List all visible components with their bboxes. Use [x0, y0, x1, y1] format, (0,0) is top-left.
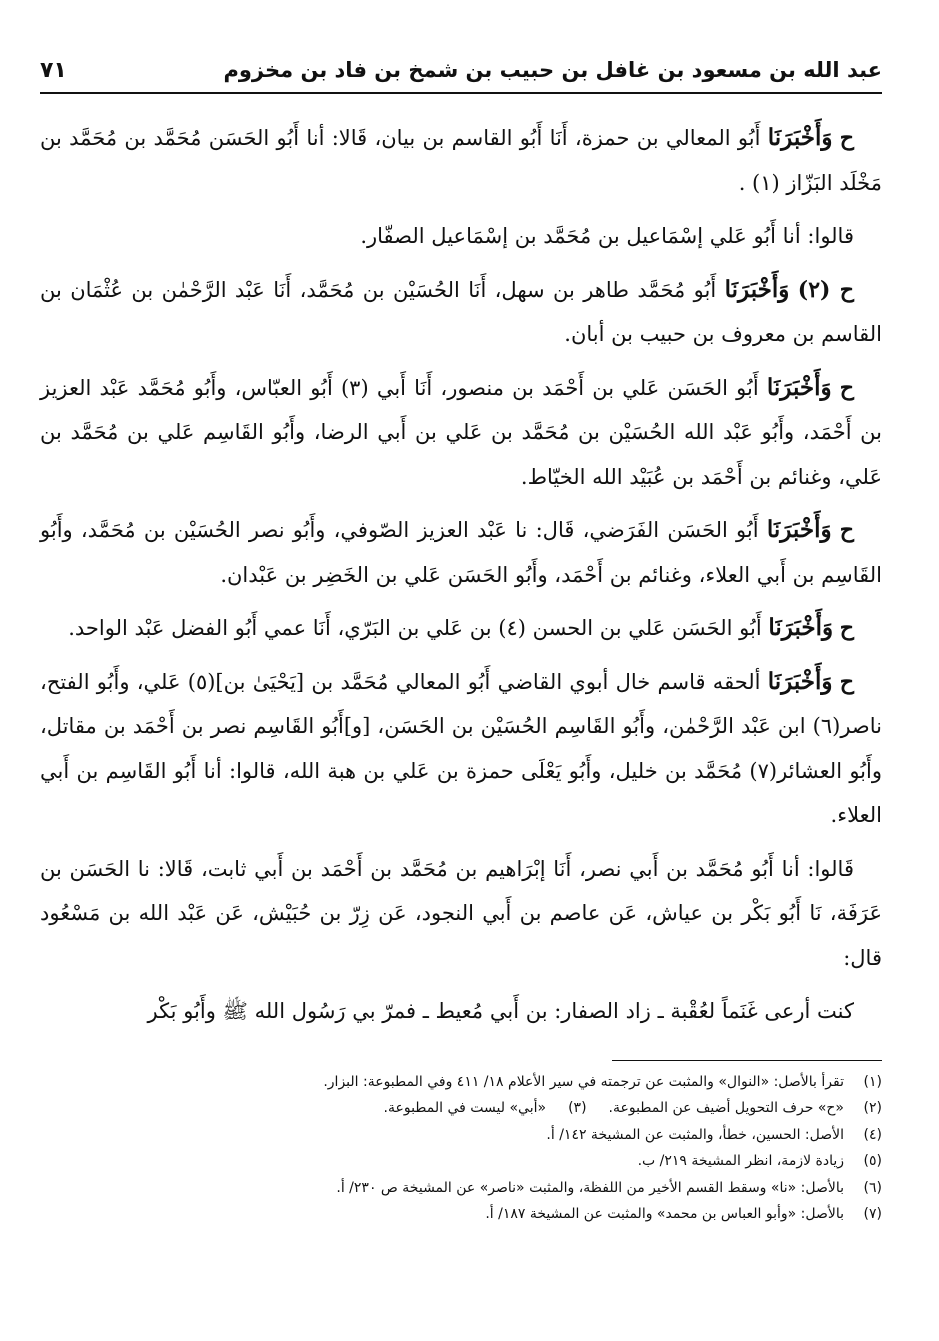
paragraph-1 — [40, 116, 882, 205]
paragraph-text: أَبُو المعالي بن حمزة، أَنَا أَبُو القاسم بن بيان، قَالا: أنا أَبُو الحَسَن مُحَمَّد بن مُحَمَّد بن مَخْلَد البَزّاز (١) . — [40, 126, 882, 195]
paragraph-9 — [40, 989, 882, 1034]
paragraph-text: أَبُو مُحَمَّد طاهر بن سهل، أَنَا الحُسَيْن بن مُحَمَّد، أَنَا عَبْد الرَّحْمٰن بن عُثْمَان بن القاسم بن معروف بن حبيب بن أبان. — [40, 277, 882, 346]
body-text — [40, 116, 882, 1034]
footnote-text: زيادة لازمة، انظر المشيخة ٢١٩/ ب. — [637, 1153, 844, 1169]
lead-word: وَأَخْبَرَنَا — [768, 614, 834, 641]
lead-word: وَأَخْبَرَنَا — [766, 516, 832, 543]
footnote-text: تقرأ بالأصل: «النوال» والمثبت عن ترجمته في سير الأعلام ١٨/ ٤١١ وفي المطبوعة: البزار. — [323, 1073, 844, 1090]
footnote-number: (٢) — [863, 1100, 882, 1116]
paragraph-text: كنت أرعى غَنَماً لعُقْبة ـ زاد الصفار: بن أَبي مُعيط ـ فمرّ بي رَسُول الله ﷺ وأَبُو بَكْر — [147, 999, 854, 1023]
paragraph-3 — [40, 268, 882, 357]
tahwil-marker: ح — [839, 374, 854, 401]
paragraph-text: أَبُو الحَسَن الفَرَضي، قَال: نا عَبْد العزيز الصّوفي، وأَبُو نصر الحُسَيْن بن مُحَمَّد، وأَبُو القَاسِم بن أَبي العلاء، وغنائم بن أَحْمَد، وأَبُو الحَسَن عَلي بن الخَضِر بن عَبْدان. — [40, 518, 882, 587]
tahwil-marker: ح (٢) — [797, 276, 854, 303]
footnote-text: «أبي» ليست في المطبوعة. — [383, 1100, 547, 1116]
paragraph-text: أَبُو الحَسَن عَلي بن الحسن (٤) بن عَلي بن البَرّي، أَنَا عمي أَبُو الفضل عَبْد الواحد. — [68, 616, 762, 640]
footnote-gap — [587, 1095, 609, 1122]
tahwil-marker: ح — [839, 668, 854, 695]
lead-word: وَأَخْبَرَنَا — [766, 373, 832, 401]
book-page — [40, 52, 882, 1228]
lead-word: وَأَخْبَرَنَا — [767, 667, 833, 695]
lead-word: وَأَخْبَرَنَا — [767, 124, 833, 151]
footnote-divider — [612, 1060, 882, 1061]
paragraph-7 — [40, 660, 882, 838]
footnote-number: (٣) — [568, 1100, 587, 1116]
footnote-number: (٧) — [863, 1206, 882, 1222]
tahwil-marker: ح — [839, 125, 854, 151]
lead-word: وَأَخْبَرَنَا — [724, 275, 790, 303]
page-number: ٧١ — [40, 58, 67, 83]
tahwil-marker: ح — [839, 615, 854, 641]
footnote-number: (٥) — [863, 1153, 882, 1169]
paragraph-text: ألحقه قاسم خال أبوي القاضي أَبُو المعالي مُحَمَّد بن [يَحْيَىٰ بن](٥) عَلي، وأَبُو الفتح، ناصر(٦) ابن عَبْد الرَّحْمٰن، وأَبُو القَاسِم الحُسَيْن بن الحَسَن، [و]أَبُو القَاسِم نصر بن أَحْمَد بن مقاتل، وأَبُو العشائر(٧) مُحَمَّد بن خليل، وأَبُو يَعْلَى حمزة بن عَلي بن هبة الله، قالوا: أنا أَبُو القَاسِم بن أَبي العلاء. — [40, 669, 883, 827]
footnote-gap — [546, 1095, 568, 1122]
footnote-text: بالأصل: «نا» وسقط القسم الأخير من اللفظة، والمثبت «ناصر» عن المشيخة ص ٢٣٠/ أ. — [336, 1179, 844, 1196]
footnote-text: بالأصل: «وأبو العباس بن محمد» والمثبت عن المشيخة ١٨٧/ أ. — [485, 1206, 844, 1222]
footnotes — [40, 1069, 882, 1228]
paragraph-2 — [40, 214, 882, 259]
footnote-4 — [40, 1122, 882, 1149]
footnote-5 — [40, 1148, 882, 1175]
footnote-text: «ح» حرف التحويل أضيف عن المطبوعة. — [608, 1100, 844, 1116]
paragraph-text: قالوا: أنا أَبُو عَلي إسْمَاعيل بن مُحَمَّد بن إسْمَاعيل الصفّار. — [360, 224, 854, 248]
tahwil-marker: ح — [839, 517, 854, 543]
footnote-number: (١) — [863, 1073, 882, 1090]
running-header — [40, 52, 882, 94]
footnote-text: الأصل: الحسين، خطأ، والمثبت عن المشيخة ١٤٢/ أ. — [546, 1126, 844, 1143]
footnote-2 — [40, 1095, 882, 1122]
paragraph-5 — [40, 508, 882, 597]
footnote-number: (٦) — [863, 1179, 882, 1196]
header-title: عبد الله بن مسعود بن غافل بن حبيب بن شمخ بن فاد بن مخزوم — [223, 58, 882, 82]
footnote-7 — [40, 1201, 882, 1228]
paragraph-6 — [40, 606, 882, 651]
footnote-1 — [40, 1069, 882, 1096]
paragraph-8 — [40, 847, 882, 981]
footnote-number: (٤) — [863, 1126, 882, 1143]
footnote-6 — [40, 1175, 882, 1202]
paragraph-text: أَبُو الحَسَن عَلي بن أَحْمَد بن منصور، أَنَا أَبي (٣) أَبُو العبّاس، وأَبُو مُحَمَّد عَبْد العزيز بن أَحْمَد، وأَبُو عَبْد الله الحُسَيْن بن مُحَمَّد بن عَلي بن أَبي الرضا، وأَبُو القَاسِم عَلي بن مُحَمَّد بن عَلي، وغنائم بن أَحْمَد بن عُبَيْد الله الخيّاط. — [40, 375, 882, 489]
paragraph-text: قَالوا: أنا أَبُو مُحَمَّد بن أَبي نصر، أَنَا إبْرَاهيم بن مُحَمَّد بن أَحْمَد بن أَبي ثابت، قَالا: نا الحَسَن بن عَرَفَة، نَا أَبُو بَكْر بن عياش، عَن عاصم بن أَبي النجود، عَن زِرّ بن حُبَيْش، عَن عَبْد الله بن مَسْعُود قال: — [40, 856, 882, 970]
paragraph-4 — [40, 366, 882, 500]
